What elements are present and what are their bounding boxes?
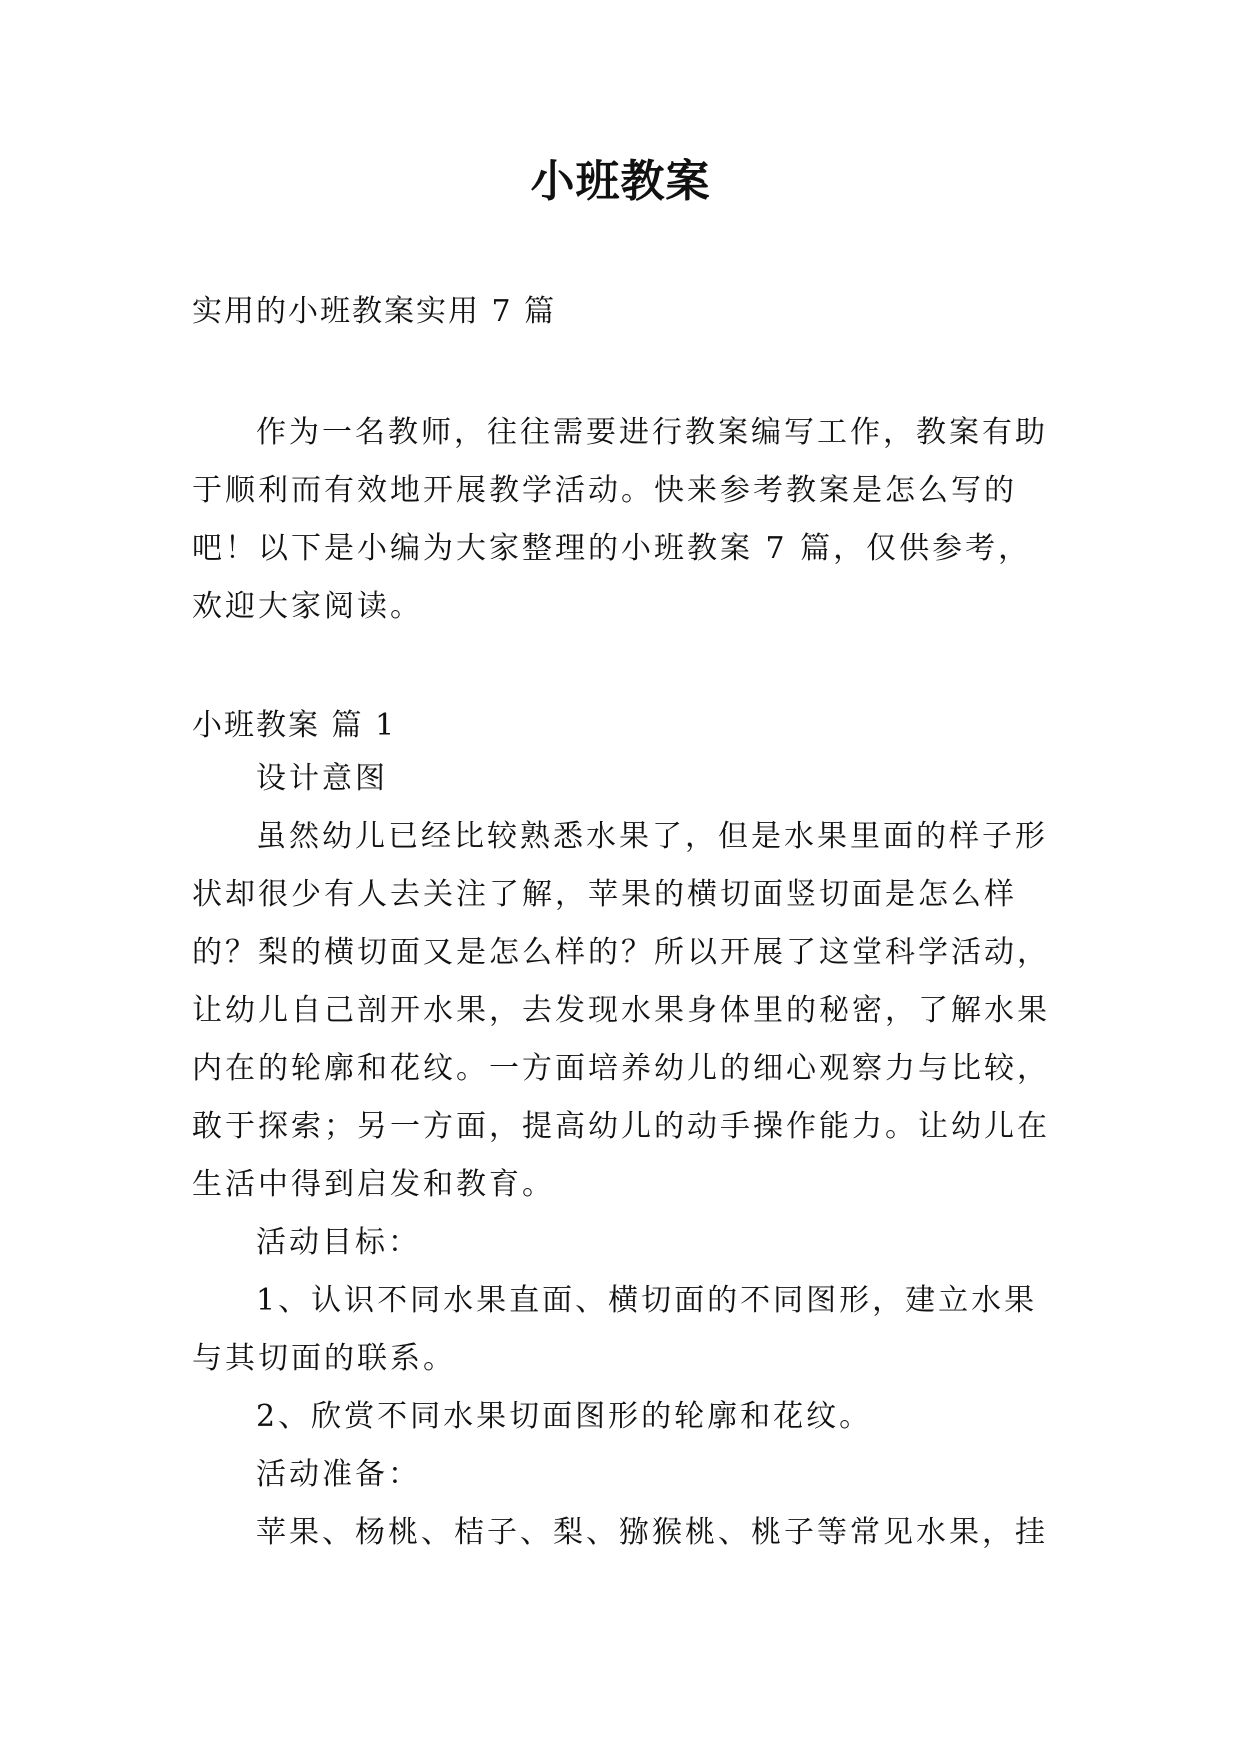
intro-paragraph: 作为一名教师，往往需要进行教案编写工作，教案有助于顺利而有效地开展教学活动。快来参考教案是怎么写的吧！以下是小编为大家整理的小班教案 7 篇，仅供参考，欢迎大家阅读。 bbox=[192, 415, 1048, 624]
paragraph-prep-heading: 活动准备： bbox=[256, 1457, 421, 1492]
paragraph-design-intent-heading: 设计意图 bbox=[256, 761, 388, 796]
document-title: 小班教案 bbox=[530, 156, 711, 207]
section-title: 小班教案 篇 1 bbox=[192, 708, 397, 743]
paragraph-goal-1: 1、认识不同水果直面、横切面的不同图形，建立水果与其切面的联系。 bbox=[192, 1283, 1038, 1376]
paragraph-goal-2: 2、欣赏不同水果切面图形的轮廓和花纹。 bbox=[256, 1399, 873, 1434]
paragraph-design-intent: 虽然幼儿已经比较熟悉水果了，但是水果里面的样子形状却很少有人去关注了解，苹果的横切面竖切面是怎么样的？梨的横切面又是怎么样的？所以开展了这堂科学活动，让幼儿自己剖开水果，去发现水果身体里的秘密，了解水果内在的轮廓和花纹。一方面培养幼儿的细心观察力与比较，敢于探索；另一方面，提高幼儿的动手操作能力。让幼儿在生活中得到启发和教育。 bbox=[192, 819, 1050, 1202]
paragraph-goals-heading: 活动目标： bbox=[256, 1225, 421, 1260]
section-body bbox=[192, 750, 1052, 1562]
paragraph-prep: 苹果、杨桃、桔子、梨、猕猴桃、桃子等常见水果，挂 bbox=[256, 1515, 1048, 1550]
document-subtitle: 实用的小班教案实用 7 篇 bbox=[192, 294, 557, 329]
